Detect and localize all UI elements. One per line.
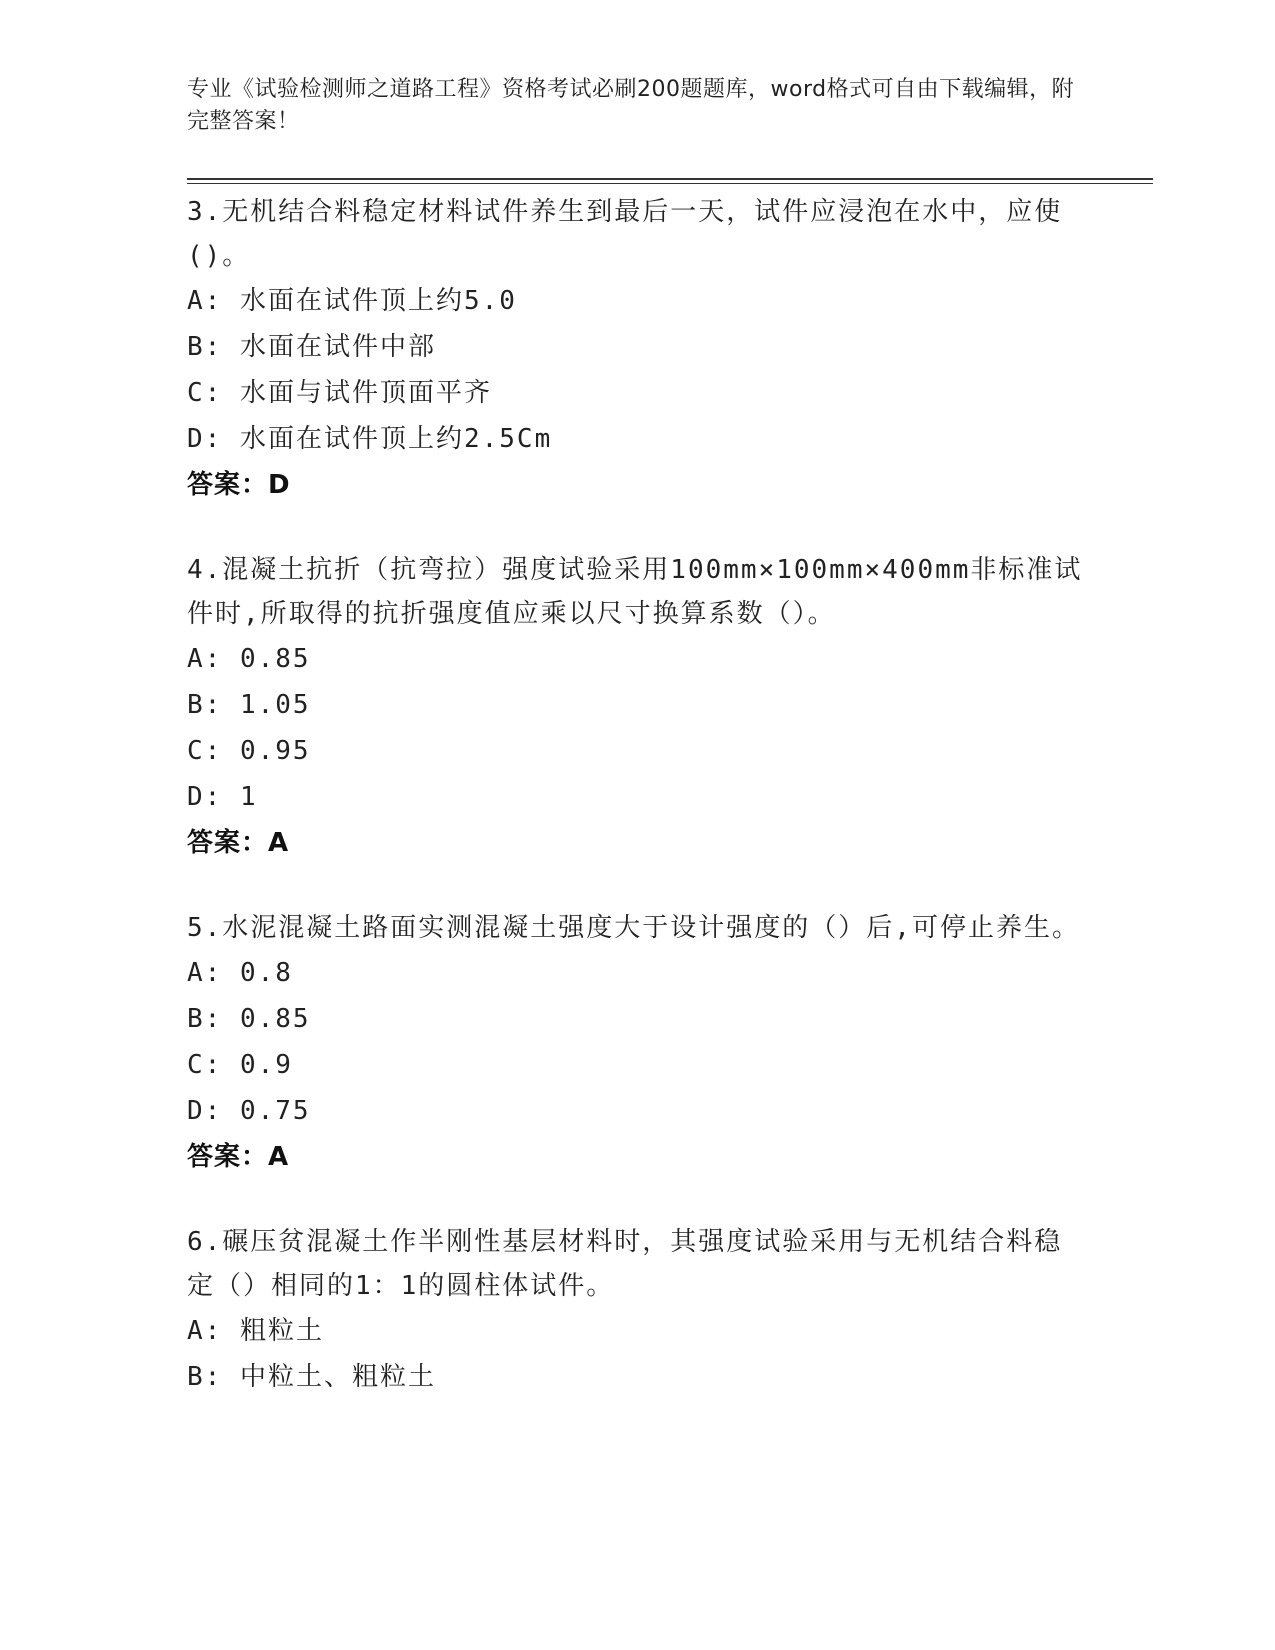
question-6: [187, 1220, 1087, 1400]
option-b: B: 1.05: [187, 690, 311, 720]
option-b: B: 0.85: [187, 1004, 311, 1034]
question-list: [187, 190, 1087, 1440]
option-a: A: 粗粒土: [187, 1316, 324, 1346]
option-b: B: 水面在试件中部: [187, 332, 436, 362]
option-d: D: 1: [187, 782, 258, 812]
question-stem: 5.水泥混凝土路面实测混凝土强度大于设计强度的（）后,可停止养生。: [187, 913, 1080, 943]
answer-text: 答案：A: [187, 1142, 290, 1172]
option-c: C: 0.9: [187, 1050, 293, 1080]
option-a: A: 0.85: [187, 644, 311, 674]
option-d: D: 水面在试件顶上约2.5Cm: [187, 424, 553, 454]
option-b: B: 中粒土、粗粒土: [187, 1362, 436, 1392]
question-5: [187, 906, 1087, 1180]
answer-text: 答案：D: [187, 470, 291, 500]
question-stem: 6.碾压贫混凝土作半刚性基层材料时，其强度试验采用与无机结合料稳定（）相同的1：1的圆柱体试件。: [187, 1227, 1063, 1301]
question-4: [187, 548, 1087, 866]
document-header: 专业《试验检测师之道路工程》资格考试必刷200题题库，word格式可自由下载编辑，附完整答案！: [187, 77, 1075, 134]
option-a: A: 0.8: [187, 958, 293, 988]
option-c: C: 水面与试件顶面平齐: [187, 378, 492, 408]
question-stem: 4.混凝土抗折（抗弯拉）强度试验采用100mm×100mm×400mm非标准试件时,所取得的抗折强度值应乘以尺寸换算系数（）。: [187, 555, 1083, 629]
answer-text: 答案：A: [187, 828, 290, 858]
header-divider-thin: [187, 183, 1153, 184]
question-3: [187, 190, 1087, 508]
header-divider-thick: [187, 178, 1153, 180]
question-stem: 3.无机结合料稳定材料试件养生到最后一天，试件应浸泡在水中，应使()。: [187, 197, 1063, 271]
option-d: D: 0.75: [187, 1096, 311, 1126]
option-c: C: 0.95: [187, 736, 311, 766]
option-a: A: 水面在试件顶上约5.0: [187, 286, 517, 316]
